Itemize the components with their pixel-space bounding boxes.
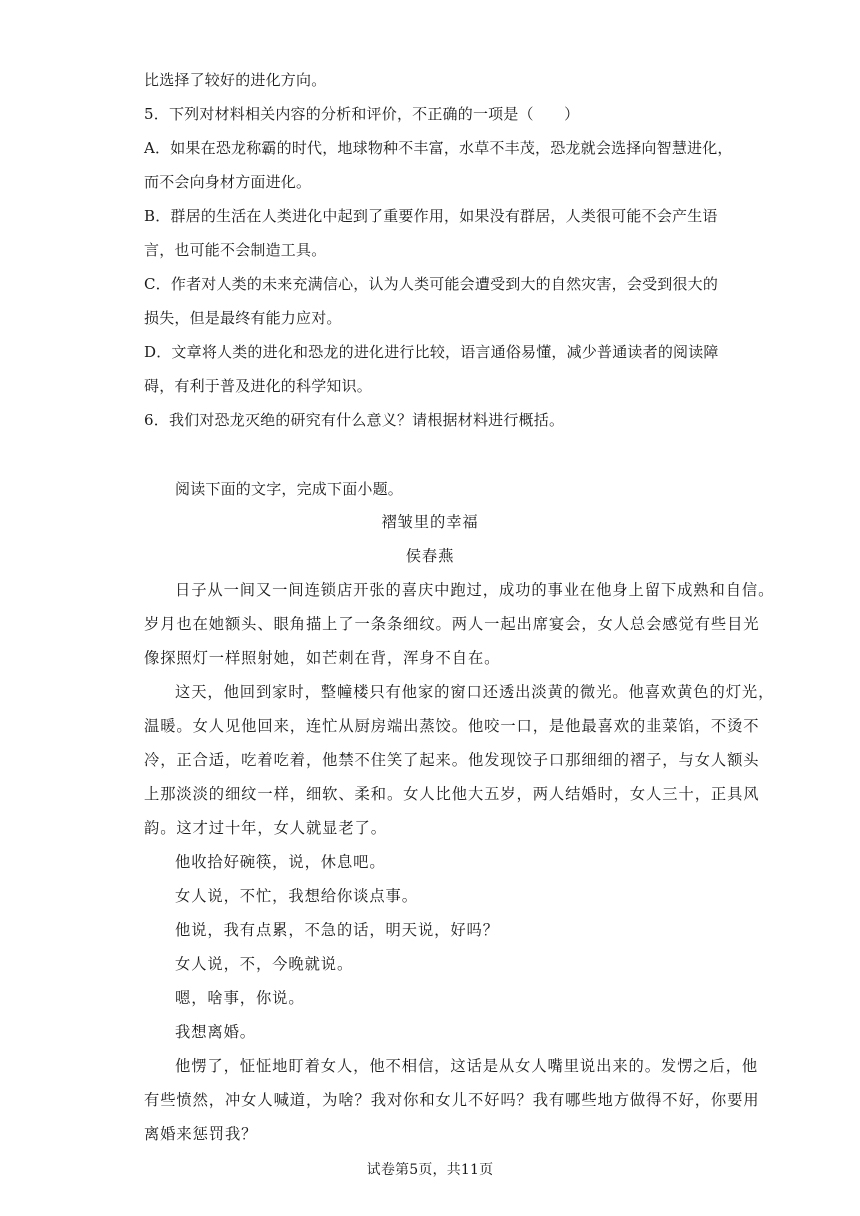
option-b-line-2: 言，也可能不会制造工具。 (144, 241, 327, 259)
option-a-line-1: A．如果在恐龙称霸的时代，地球物种不丰富，水草不丰茂，恐龙就会选择向智慧进化， (144, 139, 733, 157)
story-line: 有些愤然，冲女人喊道，为啥？我对你和女儿不好吗？我有哪些地方做得不好，你要用 (144, 1091, 760, 1109)
story-line: 岁月也在她额头、眼角描上了一条条细纹。两人一起出席宴会，女人总会感觉有些目光 (144, 615, 760, 633)
reading-instruction: 阅读下面的文字，完成下面小题。 (175, 480, 404, 498)
story-line: 他说，我有点累，不急的话，明天说，好吗？ (175, 921, 499, 939)
option-a-line-2: 而不会向身材方面进化。 (144, 173, 312, 191)
option-b-line-1: B．群居的生活在人类进化中起到了重要作用，如果没有群居，人类很可能不会产生语 (144, 207, 718, 225)
page-footer: 试卷第5页，共11页 (366, 1162, 494, 1178)
q4-continuation: 比选择了较好的进化方向。 (144, 71, 327, 89)
story-line: 冷，正合适，吃着吃着，他禁不住笑了起来。他发现饺子口那细细的褶子，与女人额头 (144, 751, 760, 769)
story-author: 侯春燕 (405, 547, 455, 565)
story-line: 这天，他回到家时，整幢楼只有他家的窗口还透出淡黄的微光。他喜欢黄色的灯光， (175, 683, 775, 701)
question-5-stem: 5．下列对材料相关内容的分析和评价，不正确的一项是（ ） (144, 105, 580, 123)
story-line: 像探照灯一样照射她，如芒刺在背，浑身不自在。 (144, 649, 501, 667)
option-d-line-1: D．文章将人类的进化和恐龙的进化进行比较，语言通俗易懂，减少普通读者的阅读障 (144, 343, 719, 361)
story-line: 他收拾好碗筷，说，休息吧。 (175, 853, 386, 871)
option-c-line-2: 损失，但是最终有能力应对。 (144, 309, 342, 327)
question-6: 6．我们对恐龙灭绝的研究有什么意义？请根据材料进行概括。 (144, 411, 565, 429)
story-line: 他愣了，怔怔地盯着女人，他不相信，这话是从女人嘴里说出来的。发愣之后，他 (175, 1057, 759, 1075)
story-line: 离婚来惩罚我？ (144, 1125, 258, 1143)
story-line: 我想离婚。 (175, 1023, 256, 1041)
story-line: 日子从一间又一间连锁店开张的喜庆中跑过，成功的事业在他身上留下成熟和自信。 (175, 581, 775, 599)
story-line: 上那淡淡的细纹一样，细软、柔和。女人比他大五岁，两人结婚时，女人三十，正具风 (144, 785, 760, 803)
story-line: 韵。这才过十年，女人就显老了。 (144, 819, 387, 837)
story-line: 女人说，不忙，我想给你谈点事。 (175, 887, 418, 905)
story-title: 褶皱里的幸福 (381, 513, 479, 531)
story-line: 嗯，啥事，你说。 (175, 989, 305, 1007)
story-line: 女人说，不，今晚就说。 (175, 955, 354, 973)
option-c-line-1: C．作者对人类的未来充满信心，认为人类可能会遭受到大的自然灾害，会受到很大的 (144, 275, 719, 293)
story-line: 温暖。女人见他回来，连忙从厨房端出蒸饺。他咬一口，是他最喜欢的韭菜馅，不烫不 (144, 717, 760, 735)
option-d-line-2: 碍，有利于普及进化的科学知识。 (144, 377, 373, 395)
